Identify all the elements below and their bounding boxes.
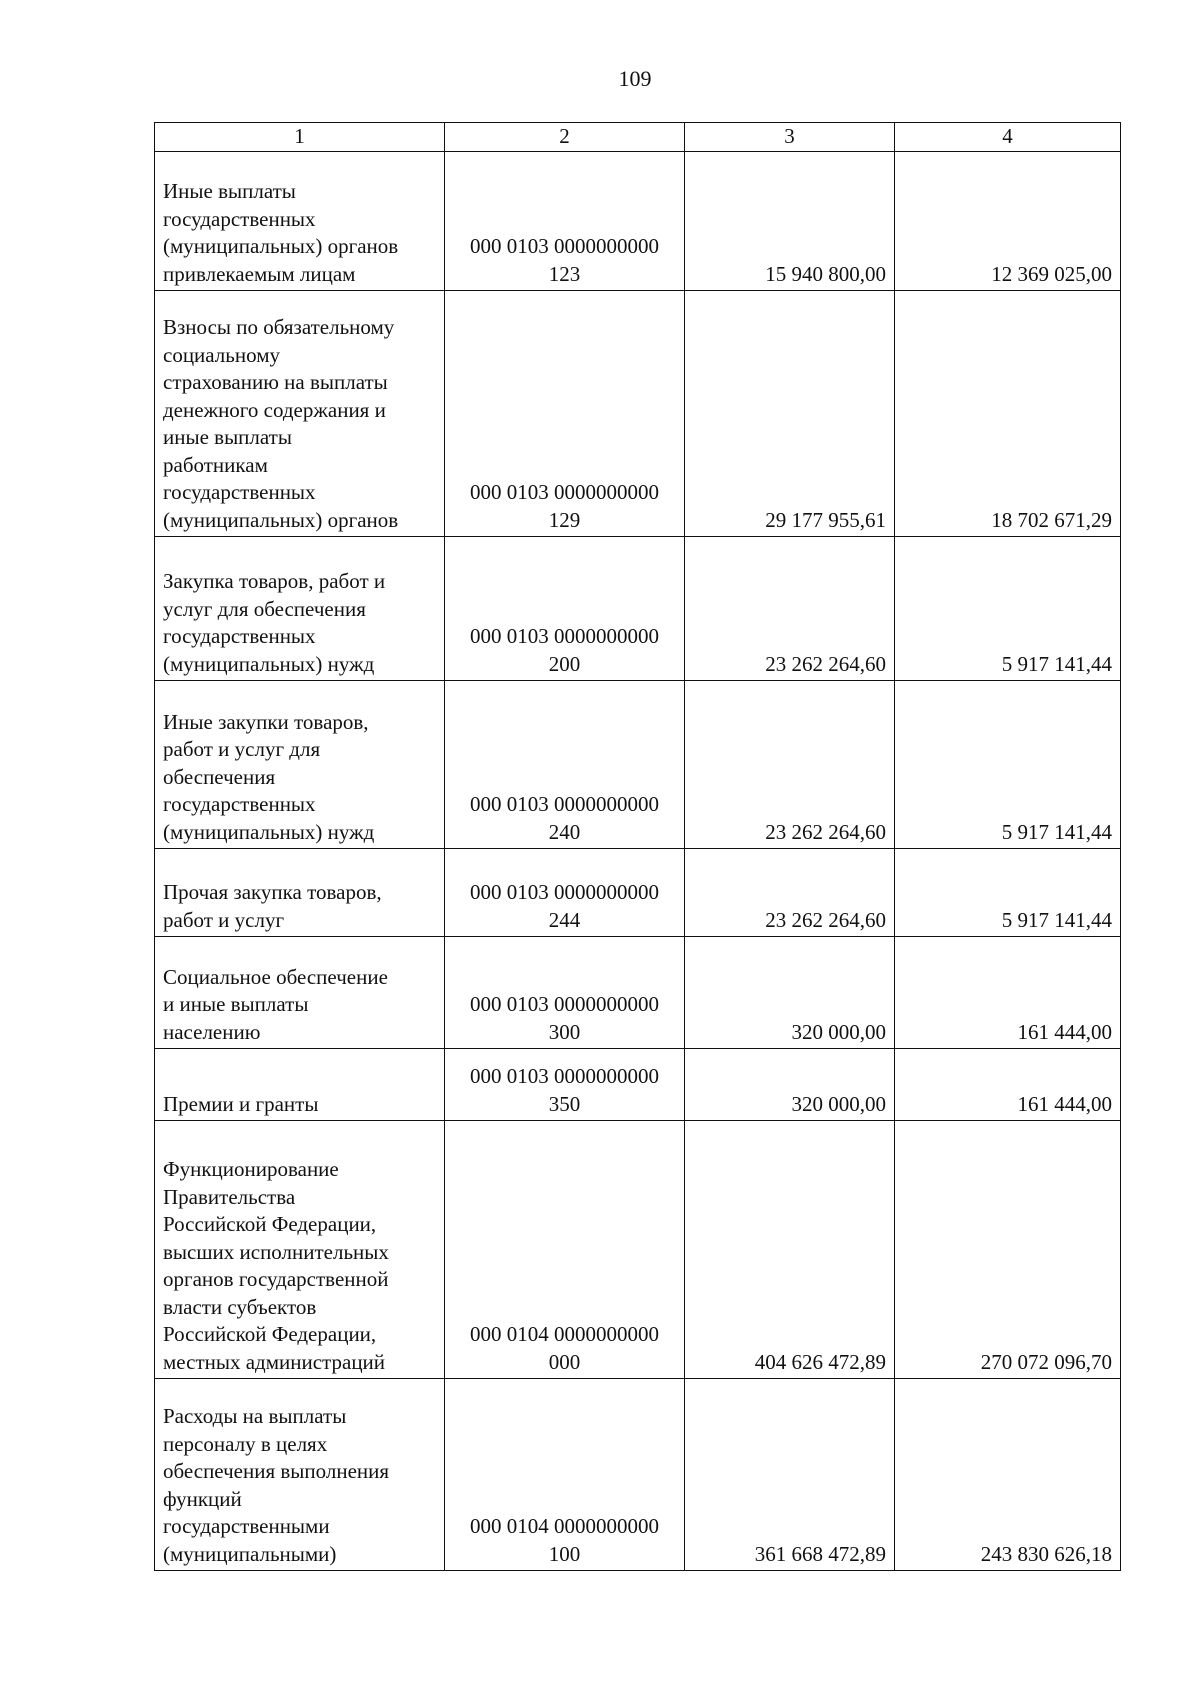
row-code-line: 000 0103 0000000000 bbox=[470, 992, 659, 1016]
table-row bbox=[155, 937, 1121, 1049]
row-name-line: функций bbox=[163, 1486, 242, 1511]
row-col3-amount: 404 626 472,89 bbox=[685, 1121, 895, 1379]
row-name-line: (муниципальных) нужд bbox=[163, 651, 375, 676]
row-name-line: иные выплаты bbox=[163, 425, 292, 449]
row-code-line: 129 bbox=[548, 507, 581, 532]
row-col3-amount: 23 262 264,60 bbox=[685, 681, 895, 849]
row-name-line: государственных bbox=[163, 792, 316, 816]
row-code-line: 000 0104 0000000000 bbox=[470, 1514, 659, 1538]
row-code-line: 000 0103 0000000000 bbox=[470, 1064, 659, 1088]
row-code-line: 000 0103 0000000000 bbox=[470, 880, 659, 904]
row-name-line: услуг для обеспечения bbox=[163, 596, 366, 621]
row-name bbox=[155, 849, 445, 937]
row-col3-amount: 320 000,00 bbox=[685, 937, 895, 1049]
row-code bbox=[445, 681, 685, 849]
row-code-line: 000 0103 0000000000 bbox=[470, 624, 659, 648]
row-name-line: социальному bbox=[163, 342, 280, 367]
row-name-line: (муниципальными) bbox=[163, 1541, 337, 1566]
row-name-line: персоналу в целях bbox=[163, 1431, 328, 1456]
row-name-line: (муниципальных) органов bbox=[163, 507, 399, 532]
row-code bbox=[445, 1049, 685, 1121]
row-name-line: Прочая закупка товаров, bbox=[163, 880, 382, 904]
row-name-line: Закупка товаров, работ и bbox=[163, 569, 386, 593]
row-name bbox=[155, 291, 445, 537]
row-code bbox=[445, 1121, 685, 1379]
row-col3-amount: 320 000,00 bbox=[685, 1049, 895, 1121]
row-name-line: Расходы на выплаты bbox=[163, 1404, 347, 1428]
row-col4-amount: 5 917 141,44 bbox=[895, 681, 1121, 849]
row-name bbox=[155, 152, 445, 291]
row-code-line: 100 bbox=[548, 1541, 581, 1566]
row-name-line: высших исполнительных bbox=[163, 1239, 389, 1264]
row-name-line: работ и услуг bbox=[163, 907, 285, 932]
row-name-line: Премии и гранты bbox=[163, 1091, 319, 1116]
row-name-line: и иные выплаты bbox=[163, 992, 309, 1016]
row-name bbox=[155, 1121, 445, 1379]
row-name-line: государственных bbox=[163, 206, 316, 231]
row-name-line: Российской Федерации, bbox=[163, 1322, 377, 1346]
row-col4-amount: 243 830 626,18 bbox=[895, 1379, 1121, 1571]
row-name-line: (муниципальных) нужд bbox=[163, 819, 375, 844]
row-col4-amount: 12 369 025,00 bbox=[895, 152, 1121, 291]
row-col3-amount: 361 668 472,89 bbox=[685, 1379, 895, 1571]
row-name bbox=[155, 681, 445, 849]
row-name-line: органов государственной bbox=[163, 1267, 389, 1291]
row-name-line: государственных bbox=[163, 624, 316, 648]
row-name-line: работникам bbox=[163, 452, 268, 477]
table-row bbox=[155, 152, 1121, 291]
row-col3-amount: 23 262 264,60 bbox=[685, 849, 895, 937]
header-col-4: 4 bbox=[895, 123, 1121, 152]
row-code-line: 123 bbox=[548, 261, 581, 286]
table-row bbox=[155, 849, 1121, 937]
row-code-line: 000 bbox=[548, 1349, 581, 1374]
table-row bbox=[155, 681, 1121, 849]
row-col3-amount: 15 940 800,00 bbox=[685, 152, 895, 291]
row-name-line: Иные закупки товаров, bbox=[163, 709, 369, 734]
header-col-1: 1 bbox=[155, 123, 445, 152]
row-col4-amount: 161 444,00 bbox=[895, 1049, 1121, 1121]
row-name bbox=[155, 537, 445, 681]
row-code-line: 200 bbox=[548, 651, 581, 676]
table-row bbox=[155, 291, 1121, 537]
row-code-line: 350 bbox=[548, 1091, 581, 1116]
row-name-line: государственных bbox=[163, 480, 316, 504]
row-code-line: 240 bbox=[548, 819, 581, 844]
row-code-line: 000 0103 0000000000 bbox=[470, 480, 659, 504]
row-col4-amount: 161 444,00 bbox=[895, 937, 1121, 1049]
table-body bbox=[155, 152, 1121, 1571]
row-name-line: привлекаемым лицам bbox=[163, 261, 356, 286]
row-name bbox=[155, 1379, 445, 1571]
page-number: 109 bbox=[618, 66, 652, 91]
row-name-line: Российской Федерации, bbox=[163, 1212, 377, 1236]
row-name-line: страхованию на выплаты bbox=[163, 370, 388, 394]
row-name-line: Функционирование bbox=[163, 1157, 339, 1181]
row-name-line: Взносы по обязательному bbox=[163, 315, 395, 339]
row-col4-amount: 5 917 141,44 bbox=[895, 849, 1121, 937]
row-col3-amount: 23 262 264,60 bbox=[685, 537, 895, 681]
row-code bbox=[445, 937, 685, 1049]
row-col3-amount: 29 177 955,61 bbox=[685, 291, 895, 537]
table-row bbox=[155, 1379, 1121, 1571]
header-col-3: 3 bbox=[685, 123, 895, 152]
table-row bbox=[155, 537, 1121, 681]
header-row bbox=[155, 123, 1121, 152]
row-code-line: 000 0104 0000000000 bbox=[470, 1322, 659, 1346]
row-name-line: Правительства bbox=[163, 1184, 296, 1209]
row-code bbox=[445, 291, 685, 537]
row-col4-amount: 270 072 096,70 bbox=[895, 1121, 1121, 1379]
header-col-2: 2 bbox=[445, 123, 685, 152]
row-code-line: 000 0103 0000000000 bbox=[470, 234, 659, 258]
row-name-line: обеспечения bbox=[163, 764, 276, 789]
row-code bbox=[445, 537, 685, 681]
row-col4-amount: 18 702 671,29 bbox=[895, 291, 1121, 537]
row-name-line: государственными bbox=[163, 1514, 330, 1538]
budget-table bbox=[154, 122, 1121, 1571]
table-row bbox=[155, 1049, 1121, 1121]
row-name-line: местных администраций bbox=[163, 1349, 386, 1374]
row-code-line: 244 bbox=[548, 907, 581, 932]
table-row bbox=[155, 1121, 1121, 1379]
row-code-line: 000 0103 0000000000 bbox=[470, 792, 659, 816]
row-name bbox=[155, 937, 445, 1049]
row-code bbox=[445, 1379, 685, 1571]
row-code bbox=[445, 849, 685, 937]
row-name-line: Социальное обеспечение bbox=[163, 964, 388, 989]
row-code bbox=[445, 152, 685, 291]
row-name-line: обеспечения выполнения bbox=[163, 1459, 390, 1483]
row-name-line: работ и услуг для bbox=[163, 737, 321, 761]
row-code-line: 300 bbox=[548, 1019, 581, 1044]
row-name-line: власти субъектов bbox=[163, 1294, 317, 1319]
row-name-line: денежного содержания и bbox=[163, 397, 386, 422]
row-name-line: Иные выплаты bbox=[163, 179, 296, 203]
row-col4-amount: 5 917 141,44 bbox=[895, 537, 1121, 681]
row-name bbox=[155, 1049, 445, 1121]
row-name-line: (муниципальных) органов bbox=[163, 234, 399, 258]
row-name-line: населению bbox=[163, 1019, 261, 1044]
